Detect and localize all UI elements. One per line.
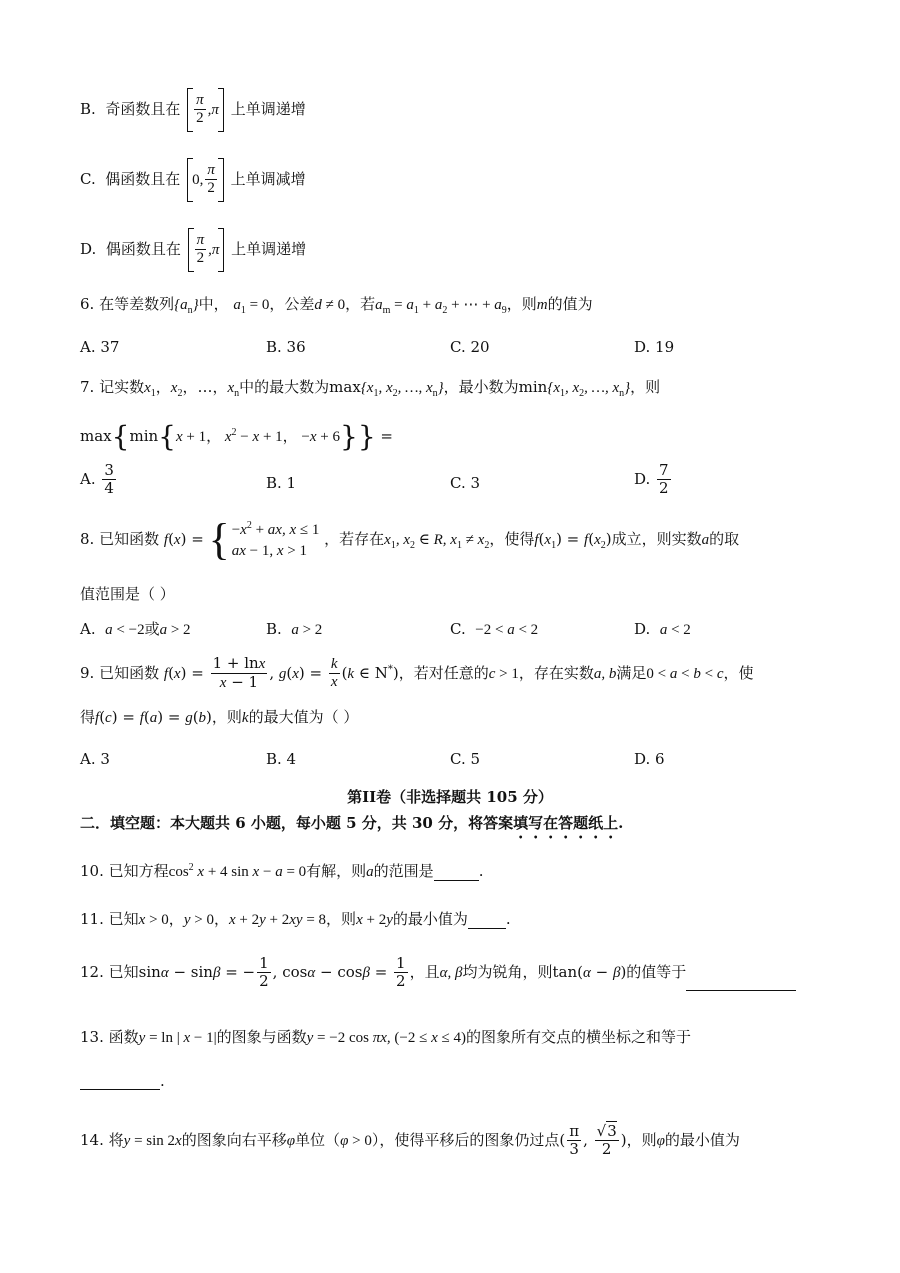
q7-option-c: C. 3 bbox=[450, 474, 481, 492]
section-title: 第II卷（非选择题共 105 分） bbox=[347, 788, 553, 806]
q9-option-c: C. 5 bbox=[450, 750, 481, 768]
interval: $\frac{\pi}{2}$ ,π bbox=[187, 92, 224, 128]
q7-option-a: A. $\frac{3}{4}$ bbox=[80, 461, 114, 498]
answer-blank[interactable] bbox=[80, 1075, 160, 1090]
question-14: 14. 将y = sin 2x的图象向右平移φ单位（φ > 0），使得平移后的图象仍过点( $\frac{\pi}{3}$ , $\frac{√3}{2}$ )，则φ的最小值为 bbox=[80, 1122, 740, 1159]
piecewise-function: { $-x^2$ + ax, x ≤ 1 ax − 1, x > 1 bbox=[208, 515, 320, 564]
q13-blank-line: . bbox=[80, 1072, 165, 1090]
question-11: 11. 已知x > 0，y > 0，x + 2y + 2xy = 8，则x + 2y的最小值为 . bbox=[80, 910, 511, 928]
q9-option-d: D. 6 bbox=[634, 750, 665, 768]
section-heading: 二．填空题：本大题共 6 小题，每小题 5 分，共 30 分，将答案填写在答题纸上. bbox=[80, 814, 624, 832]
q9-continuation: 得f(c) = f(a) = g(b)，则k的最大值为（ ） bbox=[80, 708, 359, 726]
interval: 0, $\frac{\pi}{2}$ bbox=[187, 162, 224, 198]
q8-option-d: D. a < 2 bbox=[634, 620, 691, 638]
q6-option-d: D. 19 bbox=[634, 338, 675, 356]
q5-option-c: C. 偶函数且在 0, $\frac{\pi}{2}$ 上单调减增 bbox=[80, 162, 306, 197]
question-12: 12. 已知sinα − sinβ = − $\frac{1}{2}$ , cosα − cosβ = $\frac{1}{2}$ ，且α, β均为锐角，则tan(α − β)的值等于 bbox=[80, 955, 796, 991]
q7-option-b: B. 1 bbox=[266, 474, 297, 492]
q6-option-a: A. 37 bbox=[80, 338, 120, 356]
q9-option-b: B. 4 bbox=[266, 750, 297, 768]
q8-option-c: C. −2 < a < 2 bbox=[450, 620, 539, 638]
question-9: 9. 已知函数 f(x) = $\frac{1 + \ln x}{x - 1}$ , g(x) = $\frac{k}{x}$ (k ∈ N*)，若对任意的c > 1，存在实数a, b满足0 < a < b < c，使 bbox=[80, 654, 754, 692]
q6-option-c: C. 20 bbox=[450, 338, 490, 356]
question-7: 7. 记实数$x_1$，$x_2$，…，$x_n$中的最大数为$\max\{x_1$, $x_2$, …, $x_n$}，最小数为$\min\{x_1$, $x_2$, …, $x_n$}，则 bbox=[80, 378, 661, 399]
q6-option-b: B. 36 bbox=[266, 338, 306, 356]
q5-option-d: D. 偶函数且在 $\frac{\pi}{2}$ ,π 上单调递增 bbox=[80, 232, 307, 267]
question-13: 13. 函数y = ln | x − 1|的图象与函数y = −2 cos πx, (−2 ≤ x ≤ 4)的图象所有交点的横坐标之和等于 bbox=[80, 1028, 692, 1046]
answer-blank[interactable] bbox=[468, 914, 506, 929]
q7-expression: max{min{x + 1， $x^2 - x + 1$， −x + 6}} = bbox=[80, 420, 393, 453]
question-8: 8. 已知函数 f(x) = { $-x^2$ + ax, x ≤ 1 ax − 1, x > 1 ，若存在$x_1$, $x_2$ ∈ R, $x_1 \ne x_2$，使得$f(x_1) = f(x_2)$成立，则实数a的取 bbox=[80, 515, 740, 564]
q7-option-d: D. $\frac{7}{2}$ bbox=[634, 461, 669, 498]
q5-option-b: B. 奇函数且在 $\frac{\pi}{2}$ ,π 上单调递增 bbox=[80, 92, 306, 127]
question-6: 6. 在等差数列$\{a_n\}$中， $a_1 = 0$，公差d ≠ 0，若$a_m = a_1 + a_2$ + ⋯ + $a_9$，则m的值为 bbox=[80, 295, 593, 316]
answer-blank[interactable] bbox=[434, 866, 479, 881]
q9-option-a: A. 3 bbox=[80, 750, 110, 768]
interval: $\frac{\pi}{2}$ ,π bbox=[188, 232, 225, 268]
q8-option-a: A. a < −2或a > 2 bbox=[80, 620, 191, 638]
q8-continuation: 值范围是（ ） bbox=[80, 585, 175, 603]
question-10: 10. 已知方程$\cos^2 x + 4$ sin x − a = 0有解，则a的范围是 . bbox=[80, 862, 484, 880]
answer-blank[interactable] bbox=[686, 976, 796, 991]
q8-option-b: B. a > 2 bbox=[266, 620, 323, 638]
